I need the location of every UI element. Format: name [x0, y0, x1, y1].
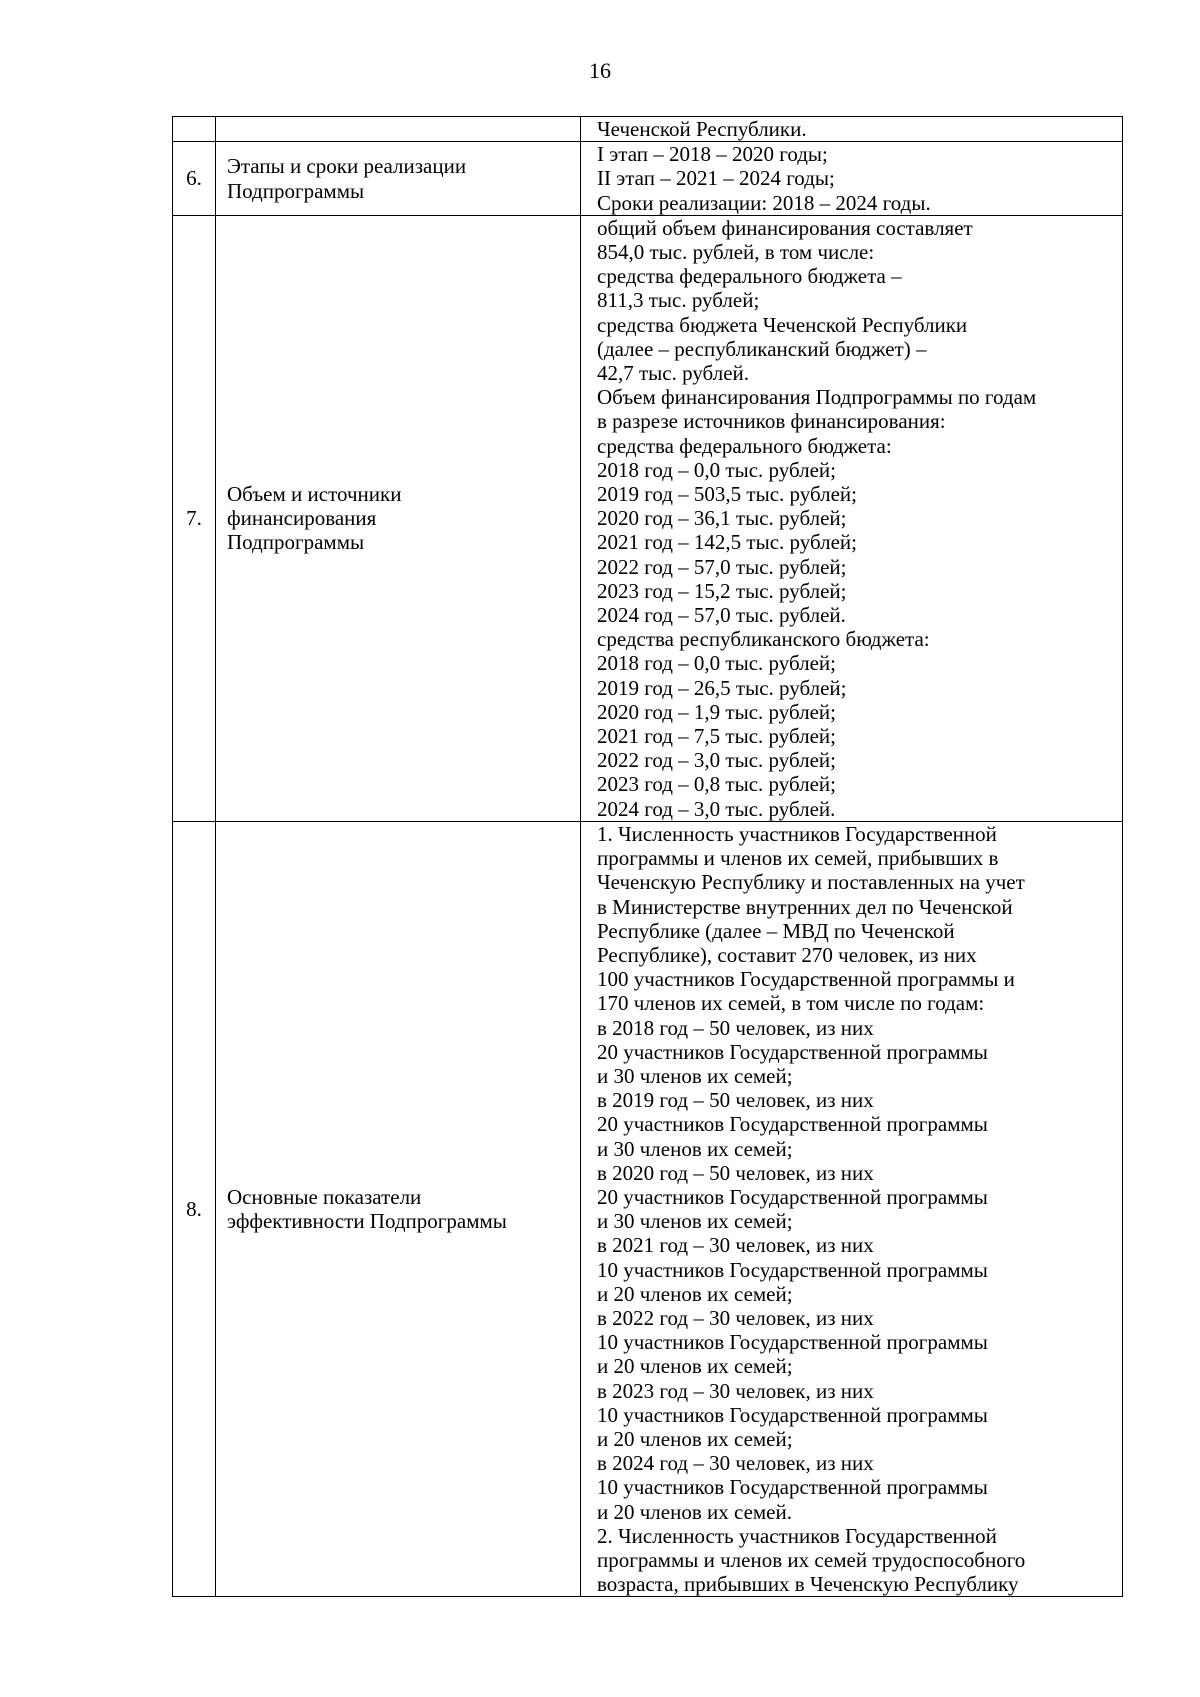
row-number-cell: 7.: [173, 215, 216, 821]
parameter-value-line: 100 участников Государственной программы и: [597, 967, 1015, 992]
page-number: 16: [589, 58, 611, 83]
parameter-name-cell: [216, 215, 581, 821]
parameter-value-line: 42,7 тыс. рублей.: [597, 361, 750, 386]
parameter-value-line: средства федерального бюджета –: [597, 264, 902, 289]
parameter-name-line: Основные показатели: [227, 1184, 422, 1209]
parameter-value-line: в 2021 год – 30 человек, из них: [597, 1233, 874, 1258]
parameter-name-line: Объем и источники: [227, 482, 402, 507]
parameter-value-line: и 30 членов их семей;: [597, 1209, 793, 1234]
parameter-value-line: 2. Численность участников Государственной: [597, 1523, 997, 1548]
parameter-value-line: общий объем финансирования составляет: [597, 215, 973, 240]
parameter-name-line: финансирования: [227, 506, 377, 531]
parameter-value-line: 2021 год – 142,5 тыс. рублей;: [597, 530, 858, 555]
parameter-value-line: 854,0 тыс. рублей, в том числе:: [597, 240, 875, 265]
parameter-value-line: в 2020 год – 50 человек, из них: [597, 1160, 874, 1185]
parameter-value-line: Республике), составит 270 человек, из них: [597, 942, 977, 967]
parameter-value-line: 10 участников Государственной программы: [597, 1475, 988, 1500]
parameter-value-line: 2019 год – 26,5 тыс. рублей;: [597, 675, 847, 700]
parameter-value-line: в 2023 год – 30 человек, из них: [597, 1378, 874, 1403]
parameter-value-line: 2018 год – 0,0 тыс. рублей;: [597, 651, 837, 676]
parameter-value-line: 10 участников Государственной программы: [597, 1402, 988, 1427]
parameter-value-line: 1. Численность участников Государственной: [597, 821, 997, 846]
parameter-value-line: 2021 год – 7,5 тыс. рублей;: [597, 724, 837, 749]
parameter-value-line: средства республиканского бюджета:: [597, 627, 930, 652]
parameter-name-line: Подпрограммы: [227, 178, 365, 203]
table-row: [173, 215, 1123, 821]
parameter-value-line: 2024 год – 3,0 тыс. рублей.: [597, 796, 836, 821]
parameter-value-line: 2022 год – 3,0 тыс. рублей;: [597, 748, 837, 773]
parameter-value-line: возраста, прибывших в Чеченскую Республику: [597, 1572, 1019, 1597]
parameter-value-line: программы и членов их семей трудоспособного: [597, 1547, 1026, 1572]
parameter-name-cell: [216, 117, 581, 142]
parameter-value-line: 2022 год – 57,0 тыс. рублей;: [597, 554, 847, 579]
parameter-value-line: в разрезе источников финансирования:: [597, 409, 946, 434]
parameter-value-line: и 20 членов их семей;: [597, 1426, 793, 1451]
parameter-value-line: 20 участников Государственной программы: [597, 1039, 988, 1064]
parameter-value-line: 2018 год – 0,0 тыс. рублей;: [597, 457, 837, 482]
parameter-value-line: в Министерстве внутренних дел по Чеченской: [597, 894, 1013, 919]
parameter-value-cell: [581, 821, 1123, 1597]
parameter-value-line: 811,3 тыс. рублей;: [597, 288, 760, 313]
parameter-name-line: эффективности Подпрограммы: [227, 1209, 507, 1234]
table-row: [173, 117, 1123, 142]
parameter-value-line: Объем финансирования Подпрограммы по годам: [597, 385, 1037, 410]
parameter-value-line: и 20 членов их семей.: [597, 1499, 792, 1524]
parameter-value-line: 10 участников Государственной программы: [597, 1330, 988, 1355]
parameter-value-line: и 30 членов их семей;: [597, 1136, 793, 1161]
row-number-cell: [173, 117, 216, 142]
parameter-name-cell: [216, 821, 581, 1597]
parameter-value-line: и 20 членов их семей;: [597, 1281, 793, 1306]
parameter-value-line: I этап – 2018 – 2020 годы;: [597, 142, 828, 167]
row-number-cell: 8.: [173, 821, 216, 1597]
parameter-name-cell: [216, 142, 581, 216]
table-row: [173, 821, 1123, 1597]
parameter-value-line: 20 участников Государственной программы: [597, 1112, 988, 1137]
parameter-value-line: Чеченской Республики.: [597, 117, 807, 141]
parameter-name-line: Подпрограммы: [227, 530, 365, 555]
parameter-value-line: II этап – 2021 – 2024 годы;: [597, 166, 835, 191]
parameter-value-line: средства бюджета Чеченской Республики: [597, 312, 968, 337]
parameter-value-line: 2024 год – 57,0 тыс. рублей.: [597, 603, 846, 628]
parameter-value-line: 2023 год – 0,8 тыс. рублей;: [597, 772, 837, 797]
parameter-value-line: Сроки реализации: 2018 – 2024 годы.: [597, 190, 931, 215]
parameter-value-line: программы и членов их семей, прибывших в: [597, 846, 999, 871]
parameter-value-line: 2020 год – 36,1 тыс. рублей;: [597, 506, 847, 531]
parameter-value-line: 2020 год – 1,9 тыс. рублей;: [597, 699, 837, 724]
parameter-value-line: 2019 год – 503,5 тыс. рублей;: [597, 482, 858, 507]
parameter-value-line: и 30 членов их семей;: [597, 1063, 793, 1088]
parameter-value-cell: [581, 142, 1123, 216]
parameter-value-line: Республике (далее – МВД по Чеченской: [597, 918, 955, 943]
parameter-value-line: и 20 членов их семей;: [597, 1354, 793, 1379]
parameter-value-line: средства федерального бюджета:: [597, 433, 892, 458]
row-number-cell: 6.: [173, 142, 216, 216]
parameter-value-line: 170 членов их семей, в том числе по годам:: [597, 991, 985, 1016]
subprogram-passport-table: [172, 116, 1123, 1597]
parameter-value-cell: [581, 215, 1123, 821]
table-row: [173, 142, 1123, 216]
parameter-value-line: в 2018 год – 50 человек, из них: [597, 1015, 874, 1040]
parameter-value-line: в 2022 год – 30 человек, из них: [597, 1305, 874, 1330]
parameter-value-cell: [581, 117, 1123, 142]
parameter-value-line: (далее – республиканский бюджет) –: [597, 336, 927, 361]
parameter-value-line: 2023 год – 15,2 тыс. рублей;: [597, 578, 847, 603]
parameter-value-line: в 2019 год – 50 человек, из них: [597, 1088, 874, 1113]
parameter-name-line: Этапы и сроки реализации: [227, 154, 467, 179]
parameter-value-line: 20 участников Государственной программы: [597, 1184, 988, 1209]
parameter-value-line: в 2024 год – 30 человек, из них: [597, 1451, 874, 1476]
parameter-value-line: 10 участников Государственной программы: [597, 1257, 988, 1282]
parameter-value-line: Чеченскую Республику и поставленных на учет: [597, 870, 1025, 895]
